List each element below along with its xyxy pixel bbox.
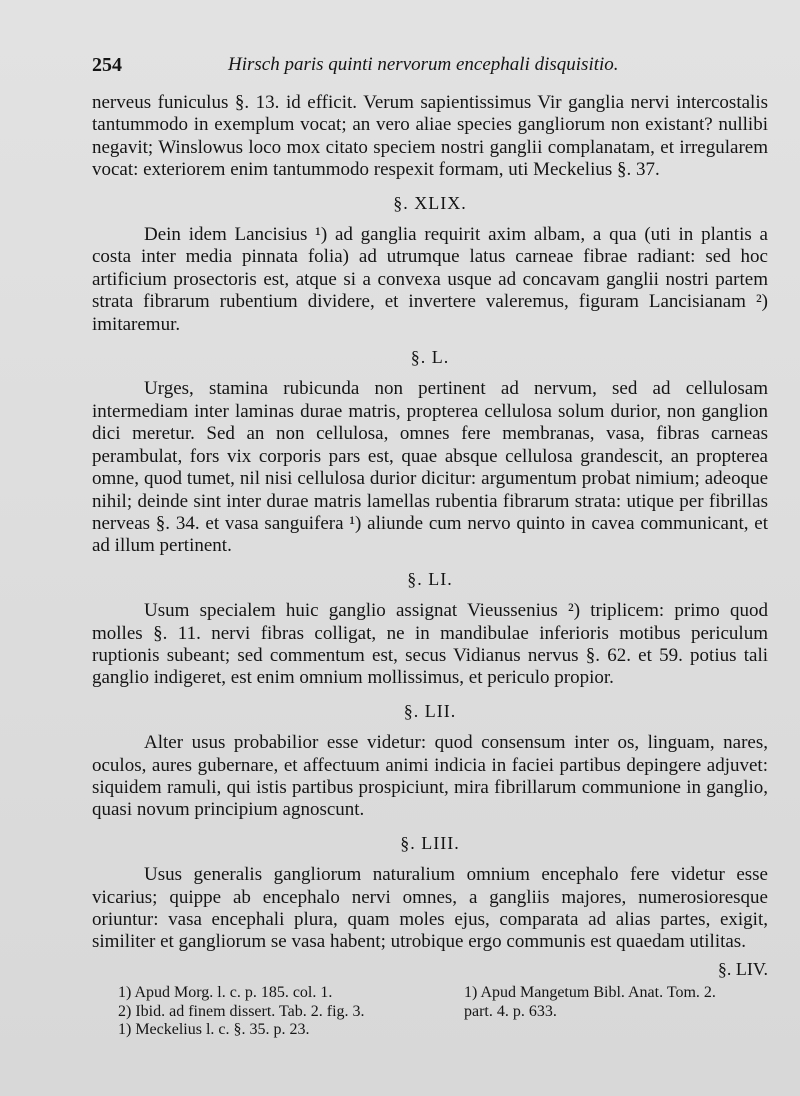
section-heading-lii: §. LII. xyxy=(403,700,457,721)
footnote: 2) Ibid. ad finem dissert. Tab. 2. fig. 3. xyxy=(118,1002,365,1020)
section-text-lii: Alter usus probabilior esse videtur: quod consensum inter os, linguam, nares, oculos, aures gubernare, et affectuum animi indicia in faciei partibus depingere adjuvet: siquidem ramuli, qui istis partibus prospiciunt, mira fibrillarum communione in ganglio, quasi novum principium agnoscunt. xyxy=(92,732,768,821)
section-text-xlix: Dein idem Lancisius ¹) ad ganglia requirit axim albam, a qua (uti in plantis a costa inter media pinnata folia) ad utrumque latus carneae fibrae radiant: sed hoc artificium prosectoris est, atque si a convexa usque ad concavam ganglii nostri partem strata fibrarum rubentium dividere, et invertere valeremus, figuram Lancisianam ²) imitaremur. xyxy=(92,224,768,335)
main-text xyxy=(92,92,768,980)
footnote: 1) Apud Morg. l. c. p. 185. col. 1. xyxy=(118,984,333,1001)
footnote: 1) Apud Mangetum Bibl. Anat. Tom. 2. xyxy=(464,984,716,1001)
running-title: Hirsch paris quinti nervorum encephali disquisitio. xyxy=(228,54,619,75)
section-heading-liii: §. LIII. xyxy=(400,832,460,853)
footnotes-left-column xyxy=(118,984,458,1040)
section-heading-l: §. L. xyxy=(410,347,450,368)
footnote-continuation: part. 4. p. 633. xyxy=(464,1002,557,1020)
section-text-li: Usum specialem huic ganglio assignat Vieussenius ²) triplicem: primo quod molles §. 11. nervi fibras colligat, ne in mandibulae inferioris motibus periculum ruptionis subeant; sed commentum est, secus Vidianus nervus §. 62. et 59. potius tali ganglio indigeret, est enim omnium mollissimus, et periculo propior. xyxy=(92,600,768,689)
catchword: §. LIV. xyxy=(717,958,768,979)
page-header xyxy=(92,50,772,80)
page-number: 254 xyxy=(92,54,122,76)
intro-paragraph: nerveus funiculus §. 13. id efficit. Verum sapientissimus Vir ganglia nervi intercostalis tantummodo in exemplum vocat; an vero aliae species gangliorum non existant? nullibi negavit; Winslowus loco mox citato speciem nostri ganglii complanatam, et irregularem vocat: exteriorem enim tantummodo respexit formam, uti Meckelius §. 37. xyxy=(92,92,768,181)
section-heading-xlix: §. XLIX. xyxy=(393,192,467,213)
footnote: 1) Meckelius l. c. §. 35. p. 23. xyxy=(118,1021,310,1038)
section-text-liii: Usus generalis gangliorum naturalium omnium encephalo fere videtur esse vicarius; quippe ab encephalo nervi omnes, a gangliis majores, numerosioresque oriuntur: vasa encephali plura, quam moles ejus, comparata ad alias partes, exigit, similiter et gangliorum se vasa habent; utrobique ergo communis est quaedam utilitas. xyxy=(92,864,768,953)
section-text-l: Urges, stamina rubicunda non pertinent ad nervum, sed ad cellulosam intermediam inter laminas durae matris, propterea cellulosa solum durior, non ganglion dici meretur. Sed an non cellulosa, omnes fere membranas, vasa, fibras carneas perambulat, fors vix corporis pars est, quae absque cellulosa grandescit, an propterea omne, quod tumet, nil nisi cellulosa durior dicitur: argumentum probat nimium; adeoque nihil; deinde sint inter durae matris lamellas rubentia fibrarum strata: utique per fibrillas nerveas §. 34. et vasa sanguifera ¹) aliunde cum nervo quinto in cavea communicant, et ad illum pertinent. xyxy=(92,378,768,557)
section-heading-li: §. LI. xyxy=(407,568,453,589)
footnotes-right-column xyxy=(464,984,784,1021)
